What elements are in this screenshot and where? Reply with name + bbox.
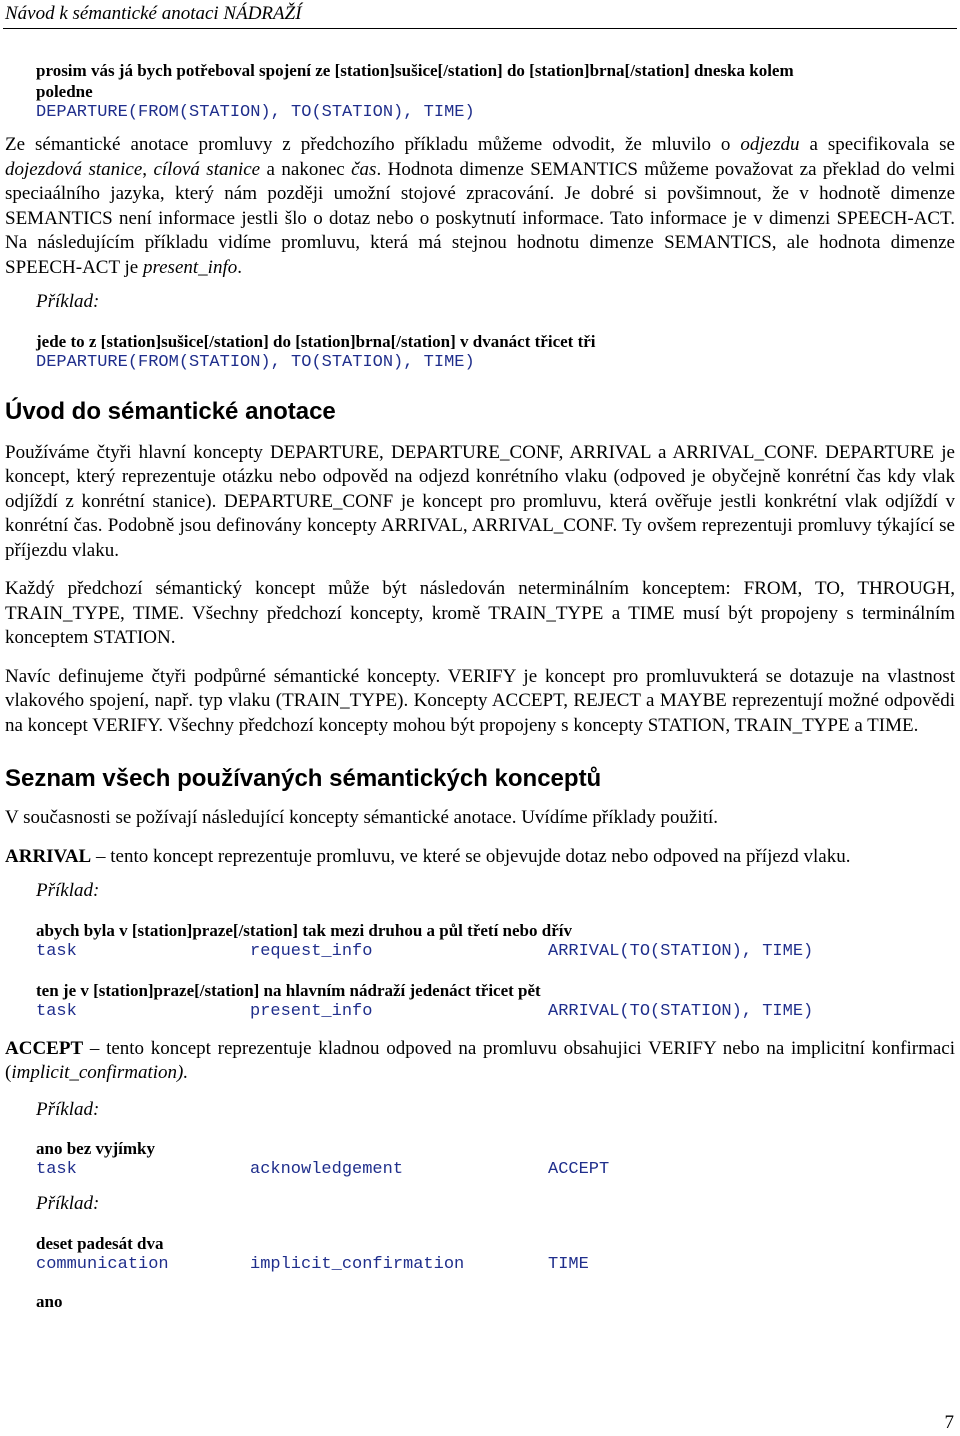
annotation-semantics: TIME bbox=[548, 1254, 589, 1274]
annotation-dimension: task bbox=[36, 1001, 77, 1021]
section-heading: Seznam všech používaných sémantických konceptů bbox=[5, 765, 602, 792]
example-block bbox=[5, 920, 955, 962]
running-header: Návod k sémantické anotaci NÁDRAŽÍ bbox=[5, 3, 302, 24]
example-annotation-row bbox=[5, 1159, 955, 1180]
annotation-speech-act: request_info bbox=[250, 941, 373, 961]
example-annotation-row bbox=[5, 1001, 955, 1022]
example-block bbox=[5, 980, 955, 1022]
example-annotation-row bbox=[5, 941, 955, 962]
concept-term: ARRIVAL bbox=[5, 845, 92, 867]
example-utterance: abych byla v [station]praze[/station] tak mezi druhou a půl třetí nebo dřív bbox=[36, 920, 572, 940]
page-number: 7 bbox=[944, 1412, 954, 1433]
example-utterance: deset padesát dva bbox=[36, 1233, 164, 1253]
annotation-speech-act: present_info bbox=[250, 1001, 373, 1021]
example-label: Příklad: bbox=[36, 291, 100, 312]
concept-term: ACCEPT bbox=[5, 1037, 84, 1059]
concept-definition-accept: ACCEPT – tento koncept reprezentuje kladnou odpoved na promluvu obsahujici VERIFY nebo na implicitní konfirmaci (implicit_confirmation). bbox=[5, 1037, 955, 1083]
paragraph: Používáme čtyři hlavní koncepty DEPARTURE, DEPARTURE_CONF, ARRIVAL a ARRIVAL_CONF. DEPARTURE je koncept, který reprezentuje otázku nebo odpověd na odjezd konrétního vlaku (odpoved je obyčejně konrétní čas kdy vlak odjíždí z konrétní stanice). DEPARTURE_CONF je koncept pro promluvu, která ověřuje jestli konkrétní vlak odjíždí v konrétní čas. Podobně jsou definovány koncepty ARRIVAL, ARRIVAL_CONF. Ty ovšem reprezentuji promluvy týkající se příjezdu vlaku. bbox=[5, 441, 955, 561]
example-block bbox=[5, 1233, 955, 1275]
annotation-dimension: task bbox=[36, 1160, 77, 1179]
annotation-speech-act: implicit_confirmation bbox=[250, 1254, 465, 1274]
section-heading: Úvod do sémantické anotace bbox=[5, 397, 336, 425]
paragraph: V současnosti se požívají následující koncepty sémantické anotace. Uvídíme příklady použití. bbox=[5, 807, 719, 828]
example-semantics: DEPARTURE(FROM(STATION), TO(STATION), TIME) bbox=[36, 352, 475, 372]
example-semantics: DEPARTURE(FROM(STATION), TO(STATION), TIME) bbox=[36, 103, 475, 122]
concept-definition-arrival: ARRIVAL – tento koncept reprezentuje promluvu, ve které se objevujde dotaz nebo odpoved na příjezd vlaku. bbox=[5, 845, 851, 867]
paragraph: Každý předchozí sémantický koncept může být následován neterminálním konceptem: FROM, TO, THROUGH, TRAIN_TYPE, TIME. Všechny předchozí koncepty, kromě TRAIN_TYPE a TIME musí být propojeny s terminálním konceptem STATION. bbox=[5, 578, 955, 648]
example-utterance: jede to z [station]sušice[/station] do [station]brna[/station] v dvanáct třicet tři bbox=[36, 331, 596, 351]
example-utterance: ten je v [station]praze[/station] na hlavním nádraží jedenáct třicet pět bbox=[36, 980, 541, 1000]
paragraph: Ze sémantické anotace promluvy z předchozího příkladu můžeme odvodit, že mluvilo o odjezdu a specifikovala se dojezdová stanice, cílová stanice a nakonec čas. Hodnota dimenze SEMANTICS můžeme považovat za překlad do velmi speciaálního jazyka, který nám později umožní stojové zpracování. Je dobré si povšimnout, že v hodnotě dimenze SEMANTICS není informace jestli šlo o dotaz nebo o poskytnutí informace. Tato informace je v dimenzi SPEECH-ACT. Na následujícím příkladu vidíme promluvu, která má stejnou hodnotu dimenze SEMANTICS, ale hodnota dimenze SPEECH-ACT je present_info. bbox=[5, 134, 956, 278]
paragraph: Navíc definujeme čtyři podpůrné sémantické koncepty. VERIFY je koncept pro promluvukterá se dotazuje na vlastnost vlakového spojení, např. typ vlaku (TRAIN_TYPE). Koncepty ACCEPT, REJECT a MAYBE reprezentují možné odpovědi na koncept VERIFY. Všechny předchozí koncepty mohou být propojeny s koncepty STATION, TRAIN_TYPE a TIME. bbox=[5, 665, 955, 736]
annotation-semantics: ACCEPT bbox=[548, 1160, 610, 1179]
example-utterance: ano bbox=[36, 1291, 63, 1311]
example-annotation-row bbox=[5, 1254, 955, 1275]
example-label: Příklad: bbox=[36, 880, 100, 901]
annotation-dimension: communication bbox=[36, 1254, 169, 1274]
example-utterance: prosim vás já bych potřeboval spojení ze [station]sušice[/station] do [station]brna[/station] dneska kolem poledne bbox=[36, 61, 794, 101]
example-block bbox=[5, 331, 955, 373]
annotation-semantics: ARRIVAL(TO(STATION), TIME) bbox=[548, 941, 814, 961]
annotation-speech-act: acknowledgement bbox=[250, 1160, 404, 1179]
header-rule bbox=[3, 28, 957, 29]
page-content bbox=[5, 60, 955, 1312]
example-label: Příklad: bbox=[36, 1193, 100, 1214]
example-block bbox=[5, 60, 955, 123]
annotation-semantics: ARRIVAL(TO(STATION), TIME) bbox=[548, 1001, 814, 1021]
example-utterance: ano bez vyjímky bbox=[36, 1139, 155, 1158]
annotation-dimension: task bbox=[36, 941, 77, 961]
example-block bbox=[5, 1138, 955, 1180]
example-label: Příklad: bbox=[36, 1098, 100, 1120]
